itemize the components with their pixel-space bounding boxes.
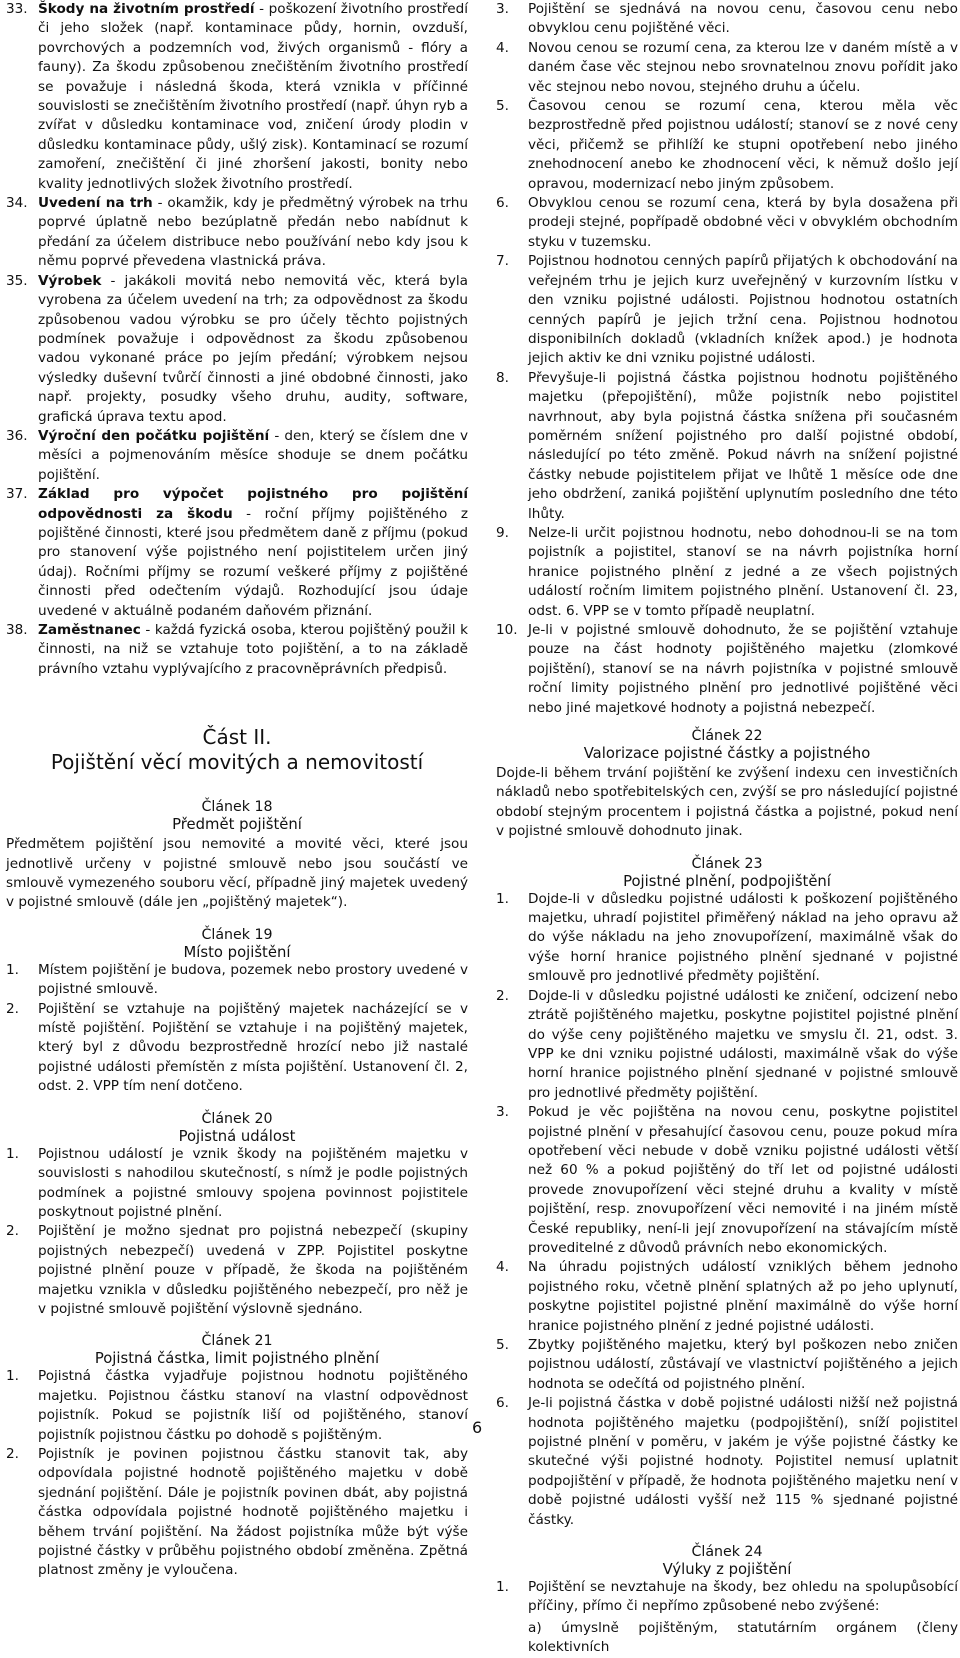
list-item — [496, 252, 958, 368]
list-item — [496, 524, 958, 621]
item-number: 33. — [6, 1, 28, 17]
article-22-heading — [496, 728, 958, 762]
item-number: 9. — [496, 524, 509, 541]
article-18-heading — [6, 799, 468, 833]
right-column — [496, 0, 958, 1658]
part-heading — [6, 725, 468, 775]
article-19-list — [6, 961, 468, 1097]
article-24-list — [496, 1578, 958, 1617]
article-24-heading — [496, 1544, 958, 1578]
article-label: Článek 23 — [691, 855, 763, 872]
item-text: Pokud je věc pojištěna na novou cenu, poskytne pojistitel pojistné plnění v přesahující časovou cenu, pouze pokud míra opotřebení věci nebude v době vzniku pojistné události větší než 60 % a pokud pojištěný do tří let od pojistné události provede znovupořízení věci stejné druhu a kvality v místě pojištění, resp. znovupořízení věci nemovité i na jiném místě České republiky, není-li její znovupořízení na stávajícím místě proveditelné z důvodů právních nebo ekonomických. — [528, 1104, 958, 1256]
item-number: 4. — [496, 39, 509, 56]
list-item — [496, 1578, 958, 1617]
list-item — [6, 0, 468, 194]
article-20-heading — [6, 1111, 468, 1145]
list-item — [496, 1103, 958, 1258]
page-number: 6 — [472, 1418, 483, 1437]
definition-text: - den, který se číslem dne v měsíci a pojmenováním měsíce shoduje se dnem počátku pojištění. — [38, 427, 469, 483]
list-item — [6, 961, 468, 1000]
item-text: Nelze-li určit pojistnou hodnotu, nebo dohodnou-li se na tom pojistník a pojistitel, stanoví se na návrh pojistníka horní hranice pojistného plnění z jedné a ze všech pojistných událostí ročním limitem pojistného plnění. Ustanovení čl. 23, odst. 6. VPP se v tomto případě neuplatní. — [528, 524, 958, 619]
item-text: Novou cenou se rozumí cena, za kterou lze v daném místě a v daném čase věc stejnou nebo srovnatelnou znovu pořídit jako věc stejnou nebo novou, stejného druhu a účelu. — [528, 39, 958, 95]
article-title: Pojistná událost — [178, 1127, 296, 1145]
item-text: Pojištění se nevztahuje na škody, bez ohledu na spolupůsobící příčiny, přímo či nepřímo způsobené nebo zvýšené: — [528, 1579, 958, 1615]
article-label: Článek 18 — [201, 799, 273, 816]
item-number: 1. — [496, 1579, 509, 1596]
definition-term: Výroční den počátku pojištění — [38, 427, 270, 444]
article-21-heading — [6, 1333, 468, 1367]
item-number: 2. — [6, 1000, 19, 1017]
article-24-subitem: a) úmyslně pojištěným, statutárním orgánem (členy kolektivních — [528, 1619, 958, 1656]
item-text: Dojde-li v důsledku pojistné události k poškození pojištěného majetku, uhradí pojistitel přiměřený náklad na jeho opravu až do výše nákladu na jeho znovupořízení, maximálně však do výše horní hranice pojistného plnění sjednané v pojistné smlouvě pro jednotlivé předměty pojištění. — [528, 890, 958, 985]
list-item — [496, 194, 958, 252]
definition-term: Škody na životním prostředí — [38, 1, 255, 17]
list-item — [6, 621, 468, 679]
part-title: Pojištění věcí movitých a nemovitostí — [50, 750, 424, 775]
article-label: Článek 22 — [691, 728, 763, 745]
item-number: 1. — [496, 890, 509, 907]
item-number: 36. — [6, 427, 28, 444]
item-text: Převyšuje-li pojistná částka pojistnou hodnotu pojištěného majetku (přepojištění), může pojistník nebo pojistitel navrhnout, aby byla pojistná částka snížena při současném poměrném snížení pojistného pro další pojistné období, následující po této změně. Pokud návrh na snížení pojistné částky nebude pojistitelem přijat ve lhůtě 1 měsíce ode dne jeho obdržení, zaniká pojištění uplynutím posledního dne této lhůty. — [528, 369, 958, 522]
definition-term: Výrobek — [38, 272, 102, 289]
item-number: 5. — [496, 98, 509, 115]
definition-text: - roční příjmy pojištěného z pojištěné činnosti, které jsou předmětem daně z příjmu (pokud pro stanovení výše pojistného není pojistitelem určen jiný údaj). Ročními příjmy se rozumí veškeré příjmy z pojištěné činnosti před odečtením výdajů. Rozhodující jsou údaje uvedené v aktuálně podaném daňovém přiznání. — [38, 505, 468, 619]
list-item — [496, 987, 958, 1103]
list-item — [496, 0, 958, 39]
item-number: 35. — [6, 272, 28, 289]
item-text: Zbytky pojištěného majetku, který byl poškozen nebo zničen pojistnou událostí, zůstávají ve vlastnictví pojištěného a jejich hodnota se odečítá od pojistného plnění. — [528, 1337, 958, 1392]
item-number: 2. — [496, 987, 509, 1004]
item-number: 1. — [6, 961, 19, 978]
item-text: Pojistnou událostí je vznik škody na pojištěném majetku v souvislosti s nahodilou skutečností, s nímž je podle pojistných podmínek a pojistné smlouvy spojena povinnost pojistitele poskytnout pojistné plnění. — [38, 1145, 468, 1220]
item-text: Pojištění je možno sjednat pro pojistná nebezpečí (skupiny pojistných nebezpečí) uvedená v ZPP. Pojistitel poskytne pojistné plnění pouze v případě, že škoda na pojištěném majetku vznikla v důsledku pojištěného nebezpečí, pro něž je v pojistné smlouvě pojištění výslovně sjednáno. — [38, 1223, 468, 1317]
definition-text: - poškození životního prostředí či jeho složek (např. kontaminace půdy, hornin, ovzduší, povrchových a podzemních vod, živých organismů - flóry a fauny). Za škodu způsobenou znečištěním životního prostředí se považuje i následná škoda, která vznikla v příčinné souvislosti se znečištěním životního prostředí (např. úhyn ryb a zvířat v důsledku kontaminace vod, zničení úrody plodin v důsledku kontaminace půdy, ušlý zisk). Kontaminací se rozumí zamoření, znečištění či jiné zhoršení jakosti, bonity nebo kvality jednotlivých složek životního prostředí. — [38, 1, 468, 192]
article-23-heading — [496, 856, 958, 890]
left-column — [6, 0, 468, 1581]
item-text: Pojistník je povinen pojistnou částku stanovit tak, aby odpovídala pojistné hodnotě pojištěného majetku v době sjednání pojištění. Dále je pojistník povinen dbát, aby pojistná částka odpovídala pojistné hodnotě pojištěného majetku i během trvání pojištění. Na žádost pojistníka může být výše pojistné částky v průběhu pojistného období změněna. Zpětná platnost změny je vyloučena. — [38, 1445, 468, 1579]
article-title: Výluky z pojištění — [662, 1561, 792, 1579]
list-item — [496, 621, 958, 718]
definition-term: Uvedení na trh — [38, 195, 153, 212]
item-number: 2. — [6, 1445, 19, 1462]
list-item — [6, 194, 468, 272]
definition-text: - každá fyzická osoba, kterou pojištěný použil k činnosti, na niž se vztahuje toto pojištění, a to na základě právního vztahu vyplývajícího z pracovněprávních předpisů. — [38, 622, 468, 677]
definition-term: Zaměstnanec — [38, 622, 141, 638]
article-21-list — [6, 1367, 468, 1580]
item-number: 7. — [496, 253, 509, 270]
list-item — [6, 272, 468, 427]
article-label: Článek 19 — [201, 926, 273, 943]
item-text: Pojištění se sjednává na novou cenu, časovou cenu nebo obvyklou cenu pojištěné věci. — [528, 1, 958, 37]
article-title: Pojistné plnění, podpojištění — [623, 872, 831, 890]
list-item — [496, 1336, 958, 1394]
article-label: Článek 20 — [201, 1110, 273, 1127]
list-item — [6, 1445, 468, 1581]
part-label: Část II. — [202, 725, 272, 750]
item-number: 37. — [6, 486, 28, 503]
article-19-heading — [6, 927, 468, 961]
article-title: Předmět pojištění — [172, 816, 302, 834]
item-number: 1. — [6, 1145, 19, 1162]
list-item — [496, 890, 958, 987]
article-title: Valorizace pojistné částky a pojistného — [583, 745, 871, 763]
item-number: 8. — [496, 369, 509, 386]
item-number: 38. — [6, 622, 28, 638]
item-number: 3. — [496, 1, 509, 17]
article-23-list — [496, 890, 958, 1530]
article-18-text: Předmětem pojištění jsou nemovité a movité věci, které jsou jednotlivě určeny v pojistné smlouvě nebo jsou součástí ve smlouvě vymezeného souboru věcí, případně jiný majetek uvedený v pojistné smlouvě (dále jen „pojištěný majetek“). — [6, 836, 468, 911]
article-title: Pojistná částka, limit pojistného plnění — [94, 1350, 380, 1368]
item-number: 10. — [496, 622, 518, 638]
item-text: Je-li v pojistné smlouvě dohodnuto, že se pojištění vztahuje pouze na část hodnoty pojištěného majetku (zlomkové pojištění), stanoví se na návrh pojistníka v pojistné smlouvě roční limity pojistného plnění pro jednotlivé pojištěné věci nebo jiné majetkové hodnoty a pojistná nebezpečí. — [528, 622, 958, 716]
definitions-list — [6, 0, 468, 679]
article-20-list — [6, 1145, 468, 1320]
list-item — [6, 485, 468, 621]
list-item — [6, 1145, 468, 1223]
list-item — [6, 427, 468, 485]
item-number: 34. — [6, 195, 28, 212]
list-item — [6, 1367, 468, 1445]
list-item — [6, 1000, 468, 1097]
list-item — [496, 369, 958, 524]
item-text: Místem pojištění je budova, pozemek nebo prostory uvedené v pojistné smlouvě. — [38, 961, 468, 998]
item-text: Dojde-li v důsledku pojistné události ke zničení, odcizení nebo ztrátě pojištěného majetku, poskytne pojistitel pojistné plnění do výše ceny pojištěného majetku ve smyslu čl. 21, odst. 3. VPP ke dni vzniku pojistné události, maximálně však do výše horní hranice pojistného plnění sjednané v pojistné smlouvě pro jednotlivé předměty pojištění. — [528, 987, 958, 1101]
item-text: Na úhradu pojistných událostí vzniklých během jednoho pojistného roku, včetně plnění splatných až po jeho uplynutí, poskytne pojistitel pojistné plnění maximálně do výše horní hranice pojistného plnění z jedné pojistné události. — [528, 1259, 958, 1334]
item-text: Obvyklou cenou se rozumí cena, která by byla dosažena při prodeji stejné, popřípadě obdobné věci v obvyklém obchodním styku v tuzemsku. — [528, 195, 958, 250]
list-item — [496, 39, 958, 97]
article-label: Článek 21 — [201, 1333, 273, 1350]
article-21-continued-list — [496, 0, 958, 718]
definition-term: Základ pro výpočet pojistného pro pojištění odpovědnosti za škodu — [38, 486, 468, 522]
list-item — [496, 1394, 958, 1530]
list-item — [496, 97, 958, 194]
item-text: Pojistná částka vyjadřuje pojistnou hodnotu pojištěného majetku. Pojistnou částku stanoví na vlastní odpovědnost pojistník. Pokud se pojistník liší od pojištěného, stanoví pojistník pojistnou částku po dohodě s pojištěným. — [38, 1368, 468, 1443]
item-number: 5. — [496, 1337, 509, 1353]
item-text: Pojistnou hodnotou cenných papírů přijatých k obchodování na veřejném trhu je jejich kurz uveřejněný v kurzovním lístku v den vzniku pojistné události. Pojistnou hodnotou ostatních cenných papírů je jejich tržní cena. Pojistnou hodnotou disponibilních dokladů (vkladních knížek apod.) je hodnota jejich aktiv ke dni vzniku pojistné události. — [528, 253, 958, 367]
article-label: Článek 24 — [691, 1544, 763, 1561]
item-text: Časovou cenou se rozumí cena, kterou měla věc bezprostředně před pojistnou událostí; stanoví se z nové ceny věci, přičemž se přihlíží ke stupni opotřebení nebo jiného znehodnocení anebo ke zhodnocení věci, k němuž došlo její opravou, modernizací nebo jiným způsobem. — [528, 98, 958, 192]
item-number: 4. — [496, 1259, 509, 1276]
list-item — [496, 1258, 958, 1336]
item-text: Pojištění se vztahuje na pojištěný majetek nacházející se v místě pojištění. Pojištění se vztahuje i na pojištěný majetek, který byl z důvodu bezprostředně hrozící nebo již nastalé pojistné události přemístěn z místa pojištění. Ustanovení čl. 2, odst. 2. VPP tím není dotčeno. — [38, 1000, 468, 1095]
item-number: 1. — [6, 1368, 19, 1385]
article-22-text: Dojde-li během trvání pojištění ke zvýšení indexu cen investičních nákladů nebo spotřebitelských cen, zvýší se pro následující pojistné období stejným procentem i pojistná částka a pojistné, pokud není v pojistné smlouvě dohodnuto jinak. — [496, 765, 958, 840]
item-number: 6. — [496, 1395, 509, 1412]
item-text: Je-li pojistná částka v době pojistné události nižší než pojistná hodnota pojištěného majetku (podpojištění), sníží pojistitel pojistné plnění v poměru, v jakém je výše pojistné částky ke skutečné výši pojistné hodnoty. Pojistitel nemusí uplatnit podpojištění v případě, že hodnota pojištěného majetku není v době pojistné události vyšší než 115 % sjednané pojistné částky. — [528, 1395, 958, 1528]
definition-text: - okamžik, kdy je předmětný výrobek na trhu poprvé úplatně nebo bezúplatně předán nebo nabídnut k předání za účelem distribuce nebo používání nebo kdy jsou k němu poprvé převedena vlastnická práva. — [38, 195, 468, 270]
item-number: 3. — [496, 1104, 509, 1121]
article-title: Místo pojištění — [183, 943, 291, 961]
item-number: 2. — [6, 1223, 19, 1240]
item-number: 6. — [496, 195, 509, 212]
list-item — [6, 1222, 468, 1319]
definition-text: - jakákoli movitá nebo nemovitá věc, která byla vyrobena za účelem uvedení na trh; za odpovědnost za škodu způsobenou vadou výrobku se pro účely těchto pojistných podmínek považuje i odpovědnost za škodu způsobenou vadou vykonané práce po jejím předání; výrobkem nejsou výsledky duševní tvůrčí činnosti a jiné obdobné činnosti, jako např. projekty, posudky všeho druhu, audity, software, grafická úprava textu apod. — [38, 272, 468, 425]
